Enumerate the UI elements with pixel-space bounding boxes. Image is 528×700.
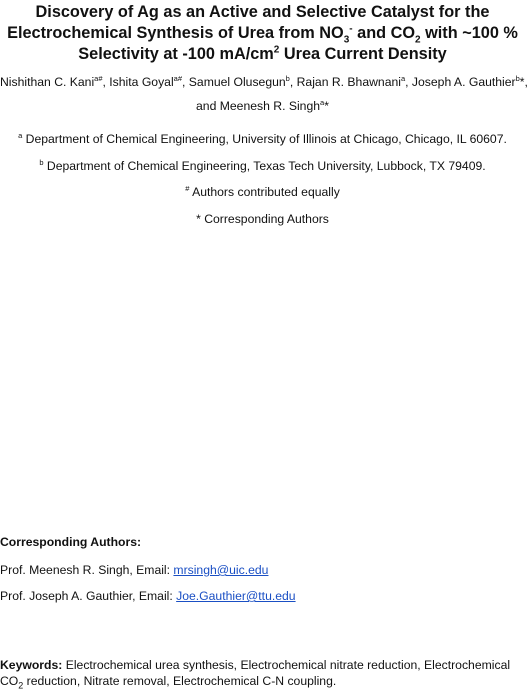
author-line-2: and Meenesh R. Singh$^a$* xyxy=(196,97,329,113)
author-list xyxy=(0,73,528,115)
corresponding-author-1: Prof. Meenesh R. Singh, Email: mrsingh@uic.edu xyxy=(0,563,269,577)
affiliation-a: $^a$ Department of Chemical Engineering, University of Illinois at Chicago, Chicago, IL 60607. xyxy=(18,130,507,146)
keywords-line-2: $CO_2$ reduction, Nitrate removal, Electrochemical C-N coupling. xyxy=(0,674,337,691)
email-link-gauthier[interactable]: Joe.Gauthier@ttu.edu xyxy=(176,589,296,603)
keywords-label: Keywords: xyxy=(0,658,63,672)
email-link-singh[interactable]: mrsingh@uic.edu xyxy=(173,563,269,577)
corresponding-authors-section xyxy=(0,534,525,603)
keywords-line-1: Keywords: Electrochemical urea synthesis, Electrochemical nitrate reduction, Electrochemical xyxy=(0,658,511,672)
author-line-1: Nishithan C. Kani$^{a\#}$, Ishita Goyal$^{a\#}$, Samuel Olusegun$^b$, Rajan R. Bhawnani$^a$, Joseph A. Gauthier$^b$*, xyxy=(0,73,528,89)
corresponding-authors-note: * Corresponding Authors xyxy=(196,212,329,226)
author-name: Samuel Olusegun xyxy=(188,75,286,89)
author-name: and Meenesh R. Singh xyxy=(196,99,321,113)
affiliation-b: $^b$ Department of Chemical Engineering, Texas Tech University, Lubbock, TX 79409. xyxy=(39,157,486,173)
author-name: Rajan R. Bhawnani xyxy=(296,75,401,89)
paper-title xyxy=(0,2,525,65)
title-line-3: Selectivity at -100 $mA/cm^2$ Urea Current Density xyxy=(78,44,447,63)
keywords-section xyxy=(0,657,525,689)
author-name: Nishithan C. Kani xyxy=(0,75,95,89)
title-line-2: Electrochemical Synthesis of Urea from $NO_3^-$ and $CO_2$ with ~100 % xyxy=(7,23,518,46)
corresponding-author-2: Prof. Joseph A. Gauthier, Email: Joe.Gauthier@ttu.edu xyxy=(0,589,296,603)
corresponding-heading: Corresponding Authors: xyxy=(0,535,142,549)
author-name: Ishita Goyal xyxy=(109,75,174,89)
author-name: Joseph A. Gauthier xyxy=(411,75,516,89)
equal-contribution-note: # Authors contributed equally xyxy=(185,183,340,199)
title-line-1: Discovery of Ag as an Active and Selective Catalyst for the xyxy=(35,3,490,21)
